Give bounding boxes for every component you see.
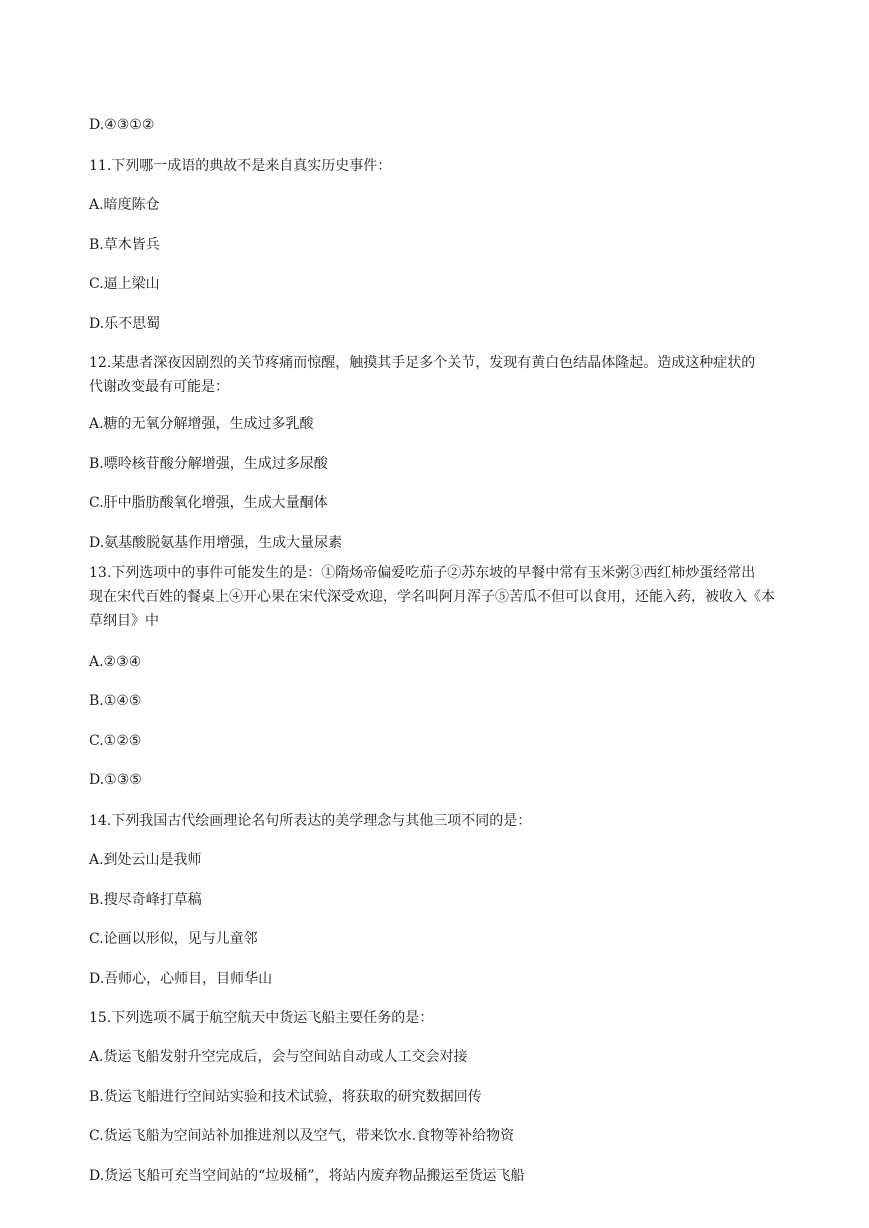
q13-option-a: A.②③④ [89,654,142,670]
q12-option-d: D.氨基酸脱氨基作用增强，生成大量尿素 [89,535,343,551]
q13-option-b: B.①④⑤ [89,693,142,709]
q12-option-a: A.糖的无氧分解增强，生成过多乳酸 [89,416,314,432]
q13-stem-line-2: 现在宋代百姓的餐桌上④开心果在宋代深受欢迎，学名叫阿月浑子⑤苦瓜不但可以食用，还能入药，被收入《本 [89,589,775,605]
q13-stem-line-1: 13.下列选项中的事件可能发生的是：①隋炀帝偏爱吃茄子②苏东坡的早餐中常有玉米粥③西红柿炒蛋经常出 [89,565,756,581]
q14-option-d: D.吾师心，心师目，目师华山 [89,971,273,987]
q11-option-a: A.暗度陈仓 [89,197,160,213]
q15-stem: 15.下列选项不属于航空航天中货运飞船主要任务的是： [89,1010,434,1026]
q14-option-a: A.到处云山是我师 [89,852,202,868]
q12-stem-line-1: 12.某患者深夜因剧烈的关节疼痛而惊醒，触摸其手足多个关节，发现有黄白色结晶体隆起。造成这种症状的 [89,355,756,371]
q12-option-b: B.嘌呤核苷酸分解增强，生成过多尿酸 [89,456,328,472]
q14-stem: 14.下列我国古代绘画理论名句所表达的美学理念与其他三项不同的是： [89,813,532,829]
q13-option-d: D.①③⑤ [89,772,142,788]
q12-option-c: C.肝中脂肪酸氧化增强，生成大量酮体 [89,495,328,511]
q15-option-d: D.货运飞船可充当空间站的“垃圾桶”，将站内废弃物品搬运至货运飞船 [89,1168,525,1184]
q12-stem-line-2: 代谢改变最有可能是： [89,379,229,395]
q11-stem: 11.下列哪一成语的典故不是来自真实历史事件： [89,158,392,174]
q10-option-d: D.④③①② [89,117,155,133]
q13-option-c: C.①②⑤ [89,733,142,749]
q11-option-b: B.草木皆兵 [89,237,160,253]
q15-option-c: C.货运飞船为空间站补加推进剂以及空气，带来饮水.食物等补给物资 [89,1128,515,1144]
q11-option-d: D.乐不思蜀 [89,316,161,332]
q14-option-b: B.搜尽奇峰打草稿 [89,892,202,908]
q15-option-b: B.货运飞船进行空间站实验和技术试验，将获取的研究数据回传 [89,1089,482,1105]
q14-option-c: C.论画以形似，见与儿童邻 [89,931,258,947]
q15-option-a: A.货运飞船发射升空完成后，会与空间站自动或人工交会对接 [89,1049,468,1065]
q11-option-c: C.逼上梁山 [89,276,160,292]
q13-stem-line-3: 草纲目》中 [89,613,159,629]
